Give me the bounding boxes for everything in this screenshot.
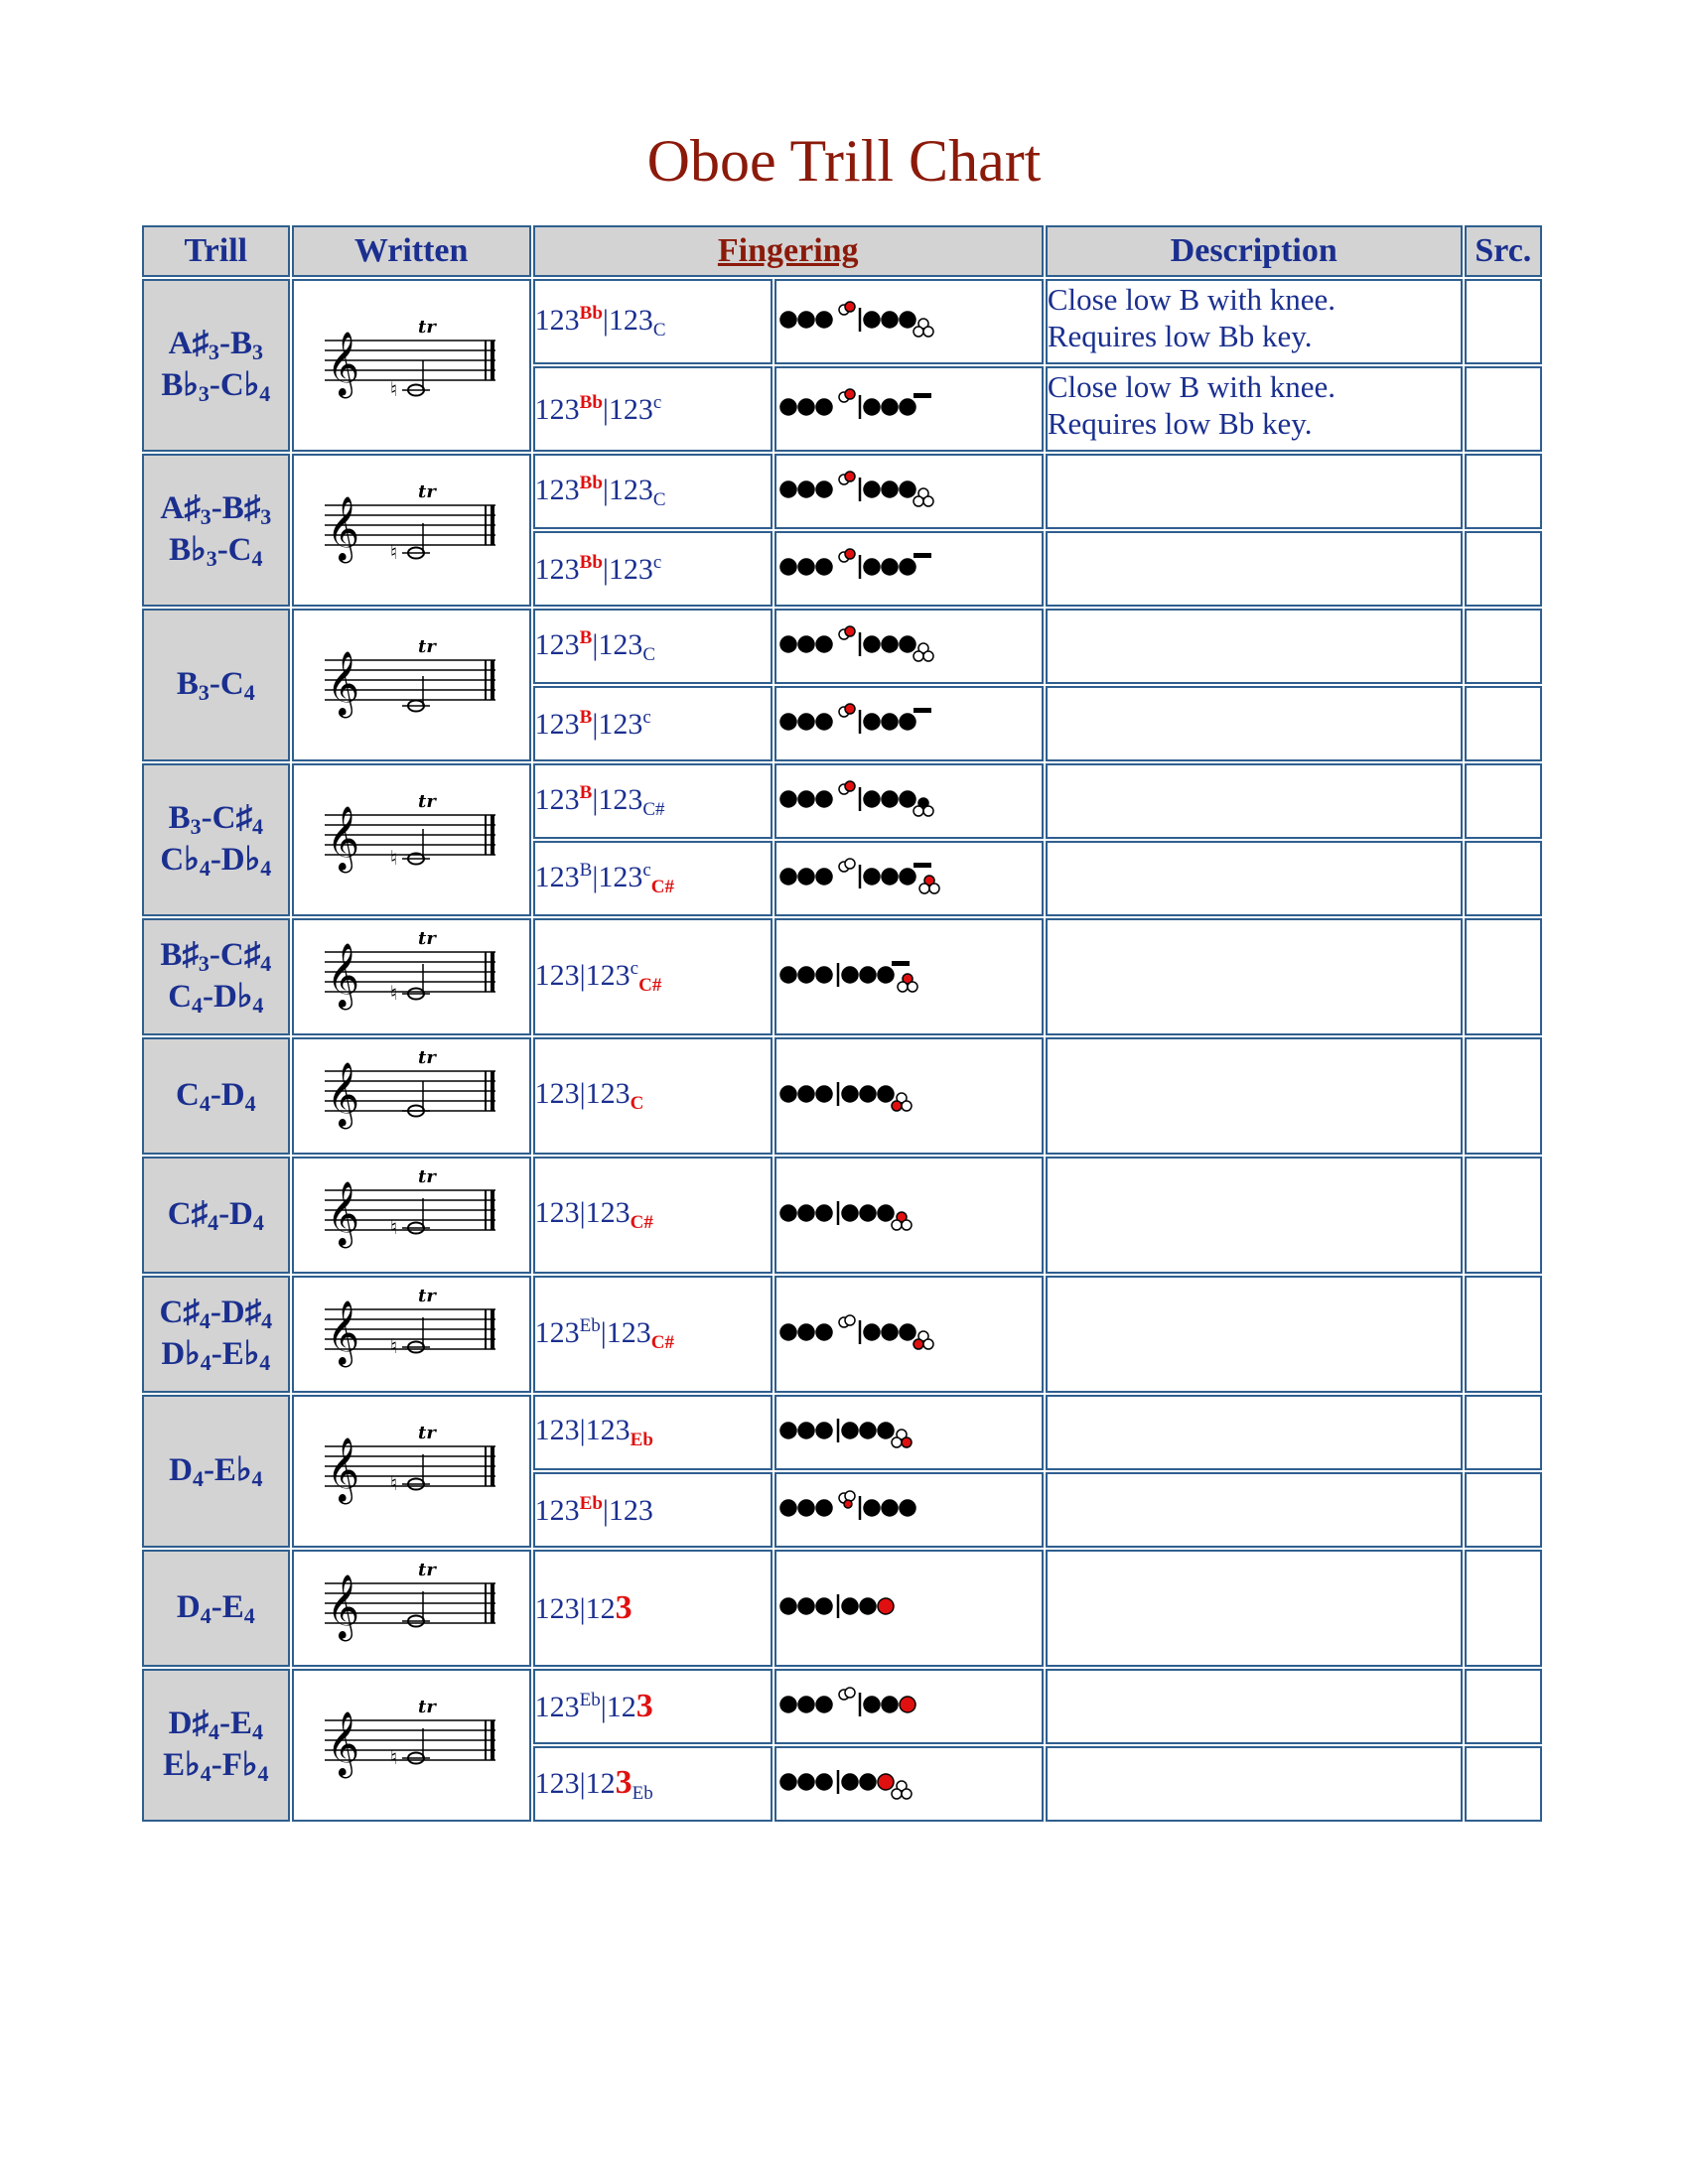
fingering-diagram-cell (774, 454, 1044, 529)
source (1465, 1037, 1542, 1155)
table-row (142, 763, 1542, 839)
trill-name: $B♯_3-C♯_4$ $C_4-D♭_4$ (142, 918, 290, 1035)
table-row (142, 1550, 1542, 1667)
fingering-code: $123^{Bb}|123^c$ (533, 366, 773, 452)
written-staff (317, 1288, 505, 1377)
source (1465, 1669, 1542, 1744)
treble-clef: 𝄞 (327, 1437, 360, 1502)
fingering-diagram (776, 779, 995, 819)
header-fingering[interactable]: Fingering (533, 225, 1044, 277)
accidental: ♮ (390, 846, 398, 870)
source (1465, 686, 1542, 761)
description (1046, 763, 1463, 839)
written-notation (292, 763, 531, 916)
trill-mark: tr (418, 793, 436, 812)
fingering-diagram-cell (774, 609, 1044, 684)
fingering-diagram-cell (774, 366, 1044, 452)
accidental: ♮ (390, 540, 398, 564)
fingering-diagram-cell (774, 1157, 1044, 1274)
written-notation (292, 609, 531, 761)
description: Close low B with knee. Requires low Bb key. (1046, 366, 1463, 452)
trill-name: $C♯_4-D_4$ (142, 1157, 290, 1274)
treble-clef: 𝄞 (327, 496, 360, 561)
trill-name: $A♯_3-B♯_3$ $B♭_3-C_4$ (142, 454, 290, 607)
description (1046, 918, 1463, 1035)
written-notation (292, 1157, 531, 1274)
source (1465, 1157, 1542, 1274)
table-row (142, 918, 1542, 1035)
fingering-code: $123^{Eb}|123$ (533, 1669, 773, 1744)
description (1046, 841, 1463, 916)
trill-name: $C_4-D_4$ (142, 1037, 290, 1155)
written-staff (317, 1168, 505, 1258)
description (1046, 454, 1463, 529)
written-staff (317, 1699, 505, 1788)
trill-mark: tr (418, 483, 436, 502)
source (1465, 366, 1542, 452)
trill-mark: tr (418, 930, 436, 949)
description (1046, 609, 1463, 684)
fingering-diagram (776, 547, 995, 587)
treble-clef: 𝄞 (327, 1181, 360, 1246)
source (1465, 609, 1542, 684)
written-notation (292, 1276, 531, 1393)
table-row (142, 1037, 1542, 1155)
fingering-code: 123|123 (533, 1550, 773, 1667)
treble-clef: 𝄞 (327, 1711, 360, 1776)
table-row (142, 454, 1542, 529)
trill-name: $B_3-C_4$ (142, 609, 290, 761)
written-staff (317, 930, 505, 1020)
written-notation (292, 454, 531, 607)
fingering-diagram-cell (774, 1472, 1044, 1548)
treble-clef: 𝄞 (327, 1300, 360, 1365)
source (1465, 918, 1542, 1035)
source (1465, 279, 1542, 364)
description (1046, 1669, 1463, 1744)
trill-mark: tr (418, 638, 436, 657)
trill-name: $D♯_4-E_4$ $E♭_4-F♭_4$ (142, 1669, 290, 1822)
source (1465, 531, 1542, 607)
written-staff (317, 1562, 505, 1651)
trill-mark: tr (418, 319, 436, 338)
accidental: ♮ (390, 1471, 398, 1495)
fingering-code: $123^{Bb}|123_C$ (533, 454, 773, 529)
header-src: Src. (1465, 225, 1542, 277)
trill-mark: tr (418, 1699, 436, 1717)
fingering-diagram (776, 857, 995, 896)
description (1046, 1276, 1463, 1393)
table-row (142, 609, 1542, 684)
description (1046, 1472, 1463, 1548)
treble-clef: 𝄞 (327, 651, 360, 716)
source (1465, 1276, 1542, 1393)
written-staff (317, 319, 505, 408)
fingering-diagram (776, 1586, 995, 1626)
fingering-diagram-cell (774, 1395, 1044, 1470)
fingering-diagram (776, 1411, 995, 1450)
source (1465, 1746, 1542, 1822)
fingering-diagram (776, 1762, 995, 1802)
description (1046, 686, 1463, 761)
fingering-code: $123^{Bb}|123_C$ (533, 279, 773, 364)
written-staff (317, 638, 505, 728)
written-notation (292, 279, 531, 452)
written-notation (292, 918, 531, 1035)
table-row (142, 1669, 1542, 1744)
fingering-code: $123|123^c_{C\#}$ (533, 918, 773, 1035)
fingering-code: $123^B|123_{C\#}$ (533, 763, 773, 839)
fingering-diagram-cell (774, 1037, 1044, 1155)
source (1465, 841, 1542, 916)
fingering-code: $123^{Bb}|123^c$ (533, 531, 773, 607)
fingering-diagram-cell (774, 763, 1044, 839)
treble-clef: 𝄞 (327, 1062, 360, 1127)
fingering-diagram-cell (774, 841, 1044, 916)
fingering-code: $123|123_C$ (533, 1037, 773, 1155)
fingering-diagram (776, 702, 995, 742)
fingering-diagram (776, 624, 995, 664)
written-staff (317, 793, 505, 883)
description (1046, 1395, 1463, 1470)
accidental: ♮ (390, 1745, 398, 1769)
written-notation (292, 1395, 531, 1548)
trill-name: $A♯_3-B_3$ $B♭_3-C♭_4$ (142, 279, 290, 452)
header-description: Description (1046, 225, 1463, 277)
fingering-diagram (776, 470, 995, 509)
trill-name: $C♯_4-D♯_4$ $D♭_4-E♭_4$ (142, 1276, 290, 1393)
source (1465, 1550, 1542, 1667)
page-title: Oboe Trill Chart (646, 128, 1042, 194)
written-notation (292, 1669, 531, 1822)
table-row (142, 1276, 1542, 1393)
fingering-diagram-cell (774, 1669, 1044, 1744)
written-notation (292, 1037, 531, 1155)
description (1046, 1550, 1463, 1667)
fingering-code: $123^B|123^c$ (533, 686, 773, 761)
written-staff (317, 1425, 505, 1514)
written-staff (317, 483, 505, 573)
trill-mark: tr (418, 1168, 436, 1187)
trill-mark: tr (418, 1288, 436, 1306)
description (1046, 531, 1463, 607)
fingering-diagram (776, 1193, 995, 1233)
fingering-diagram (776, 1488, 995, 1528)
fingering-code: $123|123_{Eb}$ (533, 1746, 773, 1822)
treble-clef: 𝄞 (327, 806, 360, 871)
header-written: Written (292, 225, 531, 277)
fingering-diagram (776, 300, 995, 340)
description (1046, 1037, 1463, 1155)
fingering-diagram (776, 1685, 995, 1724)
table-row (142, 1395, 1542, 1470)
treble-clef: 𝄞 (327, 332, 360, 396)
fingering-code: $123^B|123^c_{C\#}$ (533, 841, 773, 916)
description (1046, 1157, 1463, 1274)
accidental: ♮ (390, 377, 398, 401)
trill-mark: tr (418, 1425, 436, 1443)
treble-clef: 𝄞 (327, 943, 360, 1008)
trill-name: $B_3-C♯_4$ $C♭_4-D♭_4$ (142, 763, 290, 916)
trill-mark: tr (418, 1562, 436, 1580)
source (1465, 1395, 1542, 1470)
fingering-code: $123^{Eb}|123_{C\#}$ (533, 1276, 773, 1393)
fingering-diagram (776, 1312, 995, 1352)
fingering-diagram (776, 955, 995, 995)
header-row (142, 225, 1542, 277)
fingering-diagram-cell (774, 1276, 1044, 1393)
accidental: ♮ (390, 1215, 398, 1239)
table-row (142, 279, 1542, 364)
fingering-diagram-cell (774, 918, 1044, 1035)
description (1046, 1746, 1463, 1822)
treble-clef: 𝄞 (327, 1574, 360, 1639)
fingering-code: $123^B|123_C$ (533, 609, 773, 684)
fingering-diagram-cell (774, 531, 1044, 607)
fingering-diagram-cell (774, 1550, 1044, 1667)
accidental: ♮ (390, 1334, 398, 1358)
trill-name: $D_4-E♭_4$ (142, 1395, 290, 1548)
table-row (142, 1157, 1542, 1274)
source (1465, 1472, 1542, 1548)
fingering-code: $123|123_{Eb}$ (533, 1395, 773, 1470)
written-notation (292, 1550, 531, 1667)
header-trill: Trill (142, 225, 290, 277)
description: Close low B with knee. Requires low Bb key. (1046, 279, 1463, 364)
written-staff (317, 1049, 505, 1139)
source (1465, 763, 1542, 839)
trill-name: $D_4-E_4$ (142, 1550, 290, 1667)
fingering-code: $123|123_{C\#}$ (533, 1157, 773, 1274)
fingering-code: $123^{Eb}|123$ (533, 1472, 773, 1548)
fingering-diagram-cell (774, 279, 1044, 364)
accidental: ♮ (390, 981, 398, 1005)
trill-mark: tr (418, 1049, 436, 1068)
fingering-diagram-cell (774, 1746, 1044, 1822)
fingering-diagram (776, 1074, 995, 1114)
source (1465, 454, 1542, 529)
trill-chart-table (140, 223, 1544, 1824)
fingering-diagram-cell (774, 686, 1044, 761)
fingering-diagram (776, 387, 995, 427)
